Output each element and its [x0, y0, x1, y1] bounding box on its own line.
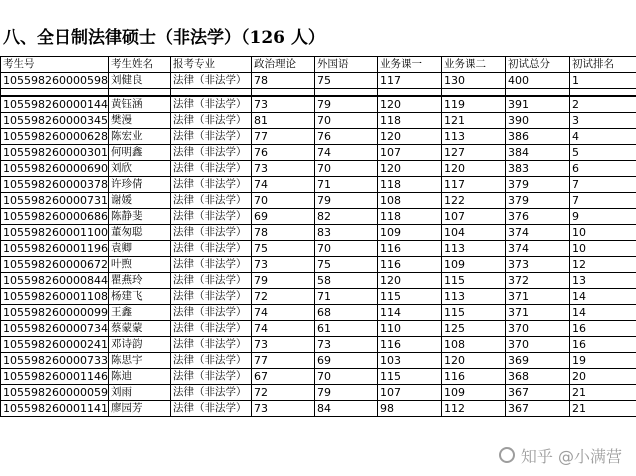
table-cell: 105598260000144 [1, 96, 109, 113]
table-cell: 法律（非法学） [171, 193, 252, 209]
score-table-container [0, 56, 636, 417]
table-cell: 74 [252, 177, 315, 193]
score-table [0, 56, 636, 417]
table-cell: 79 [252, 273, 315, 289]
table-cell: 76 [315, 129, 378, 145]
table-cell: 83 [315, 225, 378, 241]
table-cell: 陈宏业 [109, 129, 171, 145]
table-cell: 法律（非法学） [171, 161, 252, 177]
table-row [1, 305, 636, 321]
table-cell: 陈静斐 [109, 209, 171, 225]
table-cell: 105598260000598 [1, 73, 109, 89]
table-cell: 法律（非法学） [171, 337, 252, 353]
table-cell: 14 [570, 305, 636, 321]
column-header: 初试排名 [570, 57, 636, 73]
header-row [1, 57, 636, 73]
table-cell: 法律（非法学） [171, 113, 252, 129]
table-cell: 371 [506, 305, 570, 321]
table-cell: 105598260000731 [1, 193, 109, 209]
page-title: 八、全日制法律硕士（非法学）（126 人） [3, 28, 325, 48]
table-cell: 79 [315, 385, 378, 401]
table-cell: 4 [570, 129, 636, 145]
table-cell: 16 [570, 337, 636, 353]
table-cell: 14 [570, 289, 636, 305]
table-cell: 法律（非法学） [171, 369, 252, 385]
table-cell: 109 [442, 385, 506, 401]
table-cell: 12 [570, 257, 636, 273]
separator-cell [1, 89, 109, 97]
table-cell: 73 [252, 161, 315, 177]
table-cell: 19 [570, 353, 636, 369]
table-cell: 73 [252, 401, 315, 417]
table-cell: 115 [378, 289, 442, 305]
table-cell: 105598260001146 [1, 369, 109, 385]
table-cell: 113 [442, 289, 506, 305]
table-cell: 74 [252, 321, 315, 337]
table-cell: 72 [252, 289, 315, 305]
watermark-text: 知乎 @小满营 [520, 446, 622, 466]
table-cell: 371 [506, 289, 570, 305]
table-cell: 113 [442, 129, 506, 145]
table-cell: 许珍倩 [109, 177, 171, 193]
table-row [1, 353, 636, 369]
table-cell: 105598260001108 [1, 289, 109, 305]
table-cell: 116 [442, 369, 506, 385]
column-header: 外国语 [315, 57, 378, 73]
table-cell: 叶煦 [109, 257, 171, 273]
table-cell: 77 [252, 353, 315, 369]
table-cell: 130 [442, 73, 506, 89]
table-row [1, 401, 636, 417]
table-cell: 77 [252, 129, 315, 145]
table-cell: 刘雨 [109, 385, 171, 401]
table-cell: 75 [315, 257, 378, 273]
table-cell: 75 [315, 73, 378, 89]
table-cell: 105598260000378 [1, 177, 109, 193]
table-row [1, 73, 636, 89]
table-cell: 72 [252, 385, 315, 401]
table-cell: 5 [570, 145, 636, 161]
watermark [499, 444, 622, 466]
table-cell: 法律（非法学） [171, 225, 252, 241]
table-cell: 116 [378, 241, 442, 257]
table-cell: 370 [506, 337, 570, 353]
table-cell: 117 [378, 73, 442, 89]
table-cell: 105598260000734 [1, 321, 109, 337]
table-row [1, 273, 636, 289]
column-header: 业务课一 [378, 57, 442, 73]
table-row [1, 337, 636, 353]
table-cell: 法律（非法学） [171, 96, 252, 113]
table-cell: 127 [442, 145, 506, 161]
table-cell: 98 [378, 401, 442, 417]
table-row [1, 193, 636, 209]
table-cell: 79 [315, 193, 378, 209]
table-cell: 105598260001196 [1, 241, 109, 257]
table-cell: 79 [315, 96, 378, 113]
table-cell: 373 [506, 257, 570, 273]
table-cell: 21 [570, 401, 636, 417]
table-cell: 105598260000059 [1, 385, 109, 401]
table-cell: 61 [315, 321, 378, 337]
table-cell: 67 [252, 369, 315, 385]
separator-cell [506, 89, 570, 97]
table-cell: 廖园芳 [109, 401, 171, 417]
table-cell: 70 [315, 241, 378, 257]
table-cell: 邓诗韵 [109, 337, 171, 353]
table-cell: 115 [378, 369, 442, 385]
table-cell: 103 [378, 353, 442, 369]
table-cell: 367 [506, 401, 570, 417]
table-cell: 374 [506, 225, 570, 241]
separator-cell [442, 89, 506, 97]
table-cell: 法律（非法学） [171, 401, 252, 417]
separator-cell [315, 89, 378, 97]
separator-cell [171, 89, 252, 97]
table-cell: 107 [442, 209, 506, 225]
table-cell: 69 [315, 353, 378, 369]
table-cell: 73 [252, 337, 315, 353]
table-cell: 120 [378, 96, 442, 113]
table-cell: 董匆聪 [109, 225, 171, 241]
separator-cell [109, 89, 171, 97]
table-cell: 法律（非法学） [171, 385, 252, 401]
table-cell: 370 [506, 321, 570, 337]
table-cell: 袁卿 [109, 241, 171, 257]
table-row [1, 369, 636, 385]
table-row [1, 113, 636, 129]
table-cell: 105598260000672 [1, 257, 109, 273]
table-cell: 73 [315, 337, 378, 353]
table-cell: 78 [252, 225, 315, 241]
table-cell: 20 [570, 369, 636, 385]
table-cell: 105598260000686 [1, 209, 109, 225]
table-cell: 115 [442, 305, 506, 321]
zhihu-mark-icon [499, 447, 515, 463]
table-cell: 120 [442, 353, 506, 369]
table-cell: 379 [506, 177, 570, 193]
table-cell: 125 [442, 321, 506, 337]
column-header: 政治理论 [252, 57, 315, 73]
table-cell: 刘健良 [109, 73, 171, 89]
table-cell: 76 [252, 145, 315, 161]
table-cell: 105598260000733 [1, 353, 109, 369]
table-cell: 58 [315, 273, 378, 289]
table-cell: 7 [570, 193, 636, 209]
table-cell: 116 [378, 337, 442, 353]
table-cell: 390 [506, 113, 570, 129]
table-row [1, 145, 636, 161]
table-cell: 374 [506, 241, 570, 257]
table-cell: 379 [506, 193, 570, 209]
section-separator [1, 89, 636, 97]
separator-cell [570, 89, 636, 97]
table-cell: 108 [378, 193, 442, 209]
table-cell: 6 [570, 161, 636, 177]
table-row [1, 225, 636, 241]
table-cell: 法律（非法学） [171, 321, 252, 337]
table-cell: 法律（非法学） [171, 257, 252, 273]
table-cell: 74 [315, 145, 378, 161]
table-cell: 119 [442, 96, 506, 113]
table-cell: 7 [570, 177, 636, 193]
table-cell: 113 [442, 241, 506, 257]
table-cell: 368 [506, 369, 570, 385]
table-row [1, 209, 636, 225]
table-cell: 71 [315, 177, 378, 193]
table-cell: 2 [570, 96, 636, 113]
separator-cell [378, 89, 442, 97]
table-cell: 105598260000241 [1, 337, 109, 353]
table-cell: 84 [315, 401, 378, 417]
table-cell: 3 [570, 113, 636, 129]
column-header: 初试总分 [506, 57, 570, 73]
table-cell: 瞿燕玲 [109, 273, 171, 289]
table-cell: 74 [252, 305, 315, 321]
table-cell: 70 [315, 113, 378, 129]
table-cell: 104 [442, 225, 506, 241]
table-cell: 118 [378, 113, 442, 129]
table-cell: 386 [506, 129, 570, 145]
table-cell: 杨建飞 [109, 289, 171, 305]
table-cell: 陈思宇 [109, 353, 171, 369]
table-cell: 118 [378, 177, 442, 193]
table-row [1, 257, 636, 273]
table-cell: 109 [442, 257, 506, 273]
table-cell: 法律（非法学） [171, 73, 252, 89]
table-cell: 369 [506, 353, 570, 369]
table-cell: 16 [570, 321, 636, 337]
table-cell: 114 [378, 305, 442, 321]
table-cell: 70 [315, 369, 378, 385]
table-cell: 112 [442, 401, 506, 417]
table-cell: 68 [315, 305, 378, 321]
table-cell: 82 [315, 209, 378, 225]
table-cell: 樊漫 [109, 113, 171, 129]
table-row [1, 129, 636, 145]
table-row [1, 241, 636, 257]
table-cell: 21 [570, 385, 636, 401]
table-cell: 108 [442, 337, 506, 353]
table-cell: 400 [506, 73, 570, 89]
table-cell: 法律（非法学） [171, 289, 252, 305]
table-row [1, 289, 636, 305]
column-header: 报考专业 [171, 57, 252, 73]
column-header: 业务课二 [442, 57, 506, 73]
table-row [1, 385, 636, 401]
table-cell: 122 [442, 193, 506, 209]
table-cell: 法律（非法学） [171, 209, 252, 225]
column-header: 考生号 [1, 57, 109, 73]
table-cell: 372 [506, 273, 570, 289]
table-cell: 105598260000099 [1, 305, 109, 321]
table-cell: 10 [570, 241, 636, 257]
table-cell: 384 [506, 145, 570, 161]
table-cell: 120 [442, 161, 506, 177]
table-cell: 法律（非法学） [171, 129, 252, 145]
table-cell: 谢媛 [109, 193, 171, 209]
table-cell: 何明鑫 [109, 145, 171, 161]
table-cell: 黄钰涵 [109, 96, 171, 113]
table-row [1, 96, 636, 113]
table-row [1, 177, 636, 193]
table-row [1, 161, 636, 177]
table-cell: 13 [570, 273, 636, 289]
table-cell: 刘欣 [109, 161, 171, 177]
column-header: 考生姓名 [109, 57, 171, 73]
table-cell: 1 [570, 73, 636, 89]
table-cell: 75 [252, 241, 315, 257]
table-cell: 70 [252, 193, 315, 209]
table-cell: 105598260001141 [1, 401, 109, 417]
table-cell: 71 [315, 289, 378, 305]
table-cell: 115 [442, 273, 506, 289]
table-cell: 王鑫 [109, 305, 171, 321]
table-cell: 107 [378, 385, 442, 401]
table-cell: 78 [252, 73, 315, 89]
table-cell: 陈迪 [109, 369, 171, 385]
table-cell: 69 [252, 209, 315, 225]
table-cell: 383 [506, 161, 570, 177]
table-cell: 121 [442, 113, 506, 129]
table-cell: 法律（非法学） [171, 305, 252, 321]
table-cell: 9 [570, 209, 636, 225]
table-cell: 110 [378, 321, 442, 337]
table-cell: 法律（非法学） [171, 241, 252, 257]
table-cell: 120 [378, 129, 442, 145]
table-cell: 391 [506, 96, 570, 113]
separator-cell [252, 89, 315, 97]
table-cell: 105598260000844 [1, 273, 109, 289]
table-cell: 法律（非法学） [171, 273, 252, 289]
table-cell: 81 [252, 113, 315, 129]
table-cell: 116 [378, 257, 442, 273]
table-cell: 70 [315, 161, 378, 177]
table-cell: 105598260000345 [1, 113, 109, 129]
table-cell: 118 [378, 209, 442, 225]
table-cell: 120 [378, 273, 442, 289]
table-cell: 法律（非法学） [171, 353, 252, 369]
table-cell: 105598260000690 [1, 161, 109, 177]
table-cell: 107 [378, 145, 442, 161]
table-cell: 法律（非法学） [171, 177, 252, 193]
table-cell: 117 [442, 177, 506, 193]
table-cell: 73 [252, 96, 315, 113]
table-cell: 10 [570, 225, 636, 241]
table-cell: 73 [252, 257, 315, 273]
table-cell: 蔡蒙蒙 [109, 321, 171, 337]
table-cell: 376 [506, 209, 570, 225]
table-row [1, 321, 636, 337]
table-cell: 105598260001100 [1, 225, 109, 241]
table-cell: 367 [506, 385, 570, 401]
table-cell: 120 [378, 161, 442, 177]
table-cell: 法律（非法学） [171, 145, 252, 161]
table-cell: 105598260000628 [1, 129, 109, 145]
table-cell: 109 [378, 225, 442, 241]
table-cell: 105598260000301 [1, 145, 109, 161]
